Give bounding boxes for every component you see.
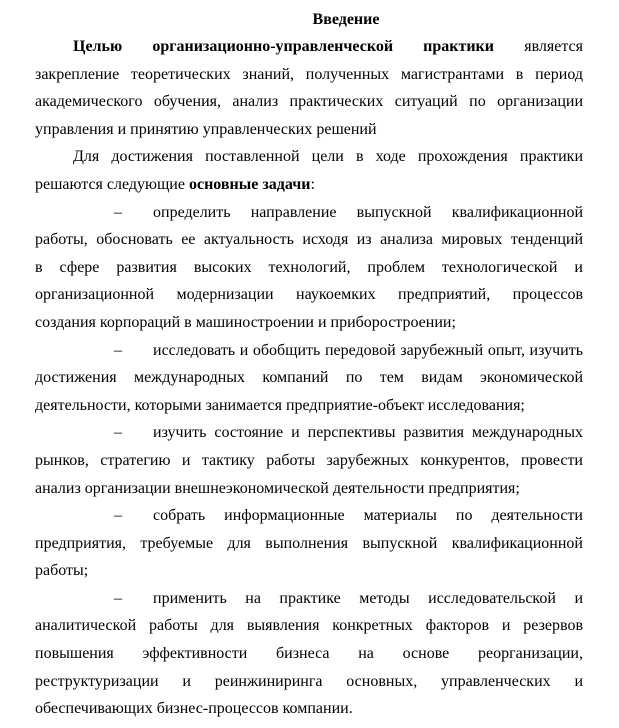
task-line: [35, 337, 583, 365]
task-line-text: изучить состояние и перспективы развития международных: [153, 424, 583, 442]
task-line: рынков, стратегию и тактику работы зарубежных конкурентов, провести: [35, 451, 583, 469]
goal-bold-tail: основные задачи: [188, 175, 311, 193]
task-line: повышения эффективности бизнеса на основе реорганизации,: [35, 645, 583, 663]
goal-line-2: [35, 171, 583, 199]
task-line: аналитической работы для выявления конкретных факторов и резервов: [35, 617, 583, 635]
intro-line-3: академического обучения, анализ практических ситуаций по организации: [35, 93, 583, 111]
task-line: деятельности, которыми занимается предприятие-объект исследования;: [35, 396, 525, 414]
bullet-dash: –: [114, 341, 122, 359]
task-line: в сфере развития высоких технологий, проблем технологической и: [35, 258, 583, 276]
bullet-dash: –: [114, 203, 122, 221]
task-line: анализ организации внешнеэкономической деятельности предприятия;: [35, 479, 520, 497]
goal-paragraph: [35, 143, 583, 198]
task-line-text: определить направление выпускной квалификационной: [153, 203, 583, 221]
task-line-text: собрать информационные материалы по деятельности: [153, 507, 583, 525]
task-list: [35, 199, 583, 723]
intro-paragraph: [35, 33, 583, 143]
task-line: достижения международных компаний по тем видам экономической: [35, 369, 583, 387]
goal-line-1-text: Для достижения поставленной цели в ходе прохождения практики: [73, 148, 583, 166]
task-line: организационной модернизации наукоемких предприятий, процессов: [35, 286, 583, 304]
task-line: обеспечивающих бизнес-процессов компании.: [35, 700, 353, 718]
task-line: реструктуризации и реинжиниринга основных, управленческих и: [35, 672, 583, 690]
list-item: [35, 419, 583, 502]
task-line: работы;: [35, 562, 89, 580]
task-line-text: исследовать и обобщить передовой зарубежный опыт, изучить: [153, 341, 583, 359]
intro-line-4: управления и принятию управленческих решений: [35, 120, 377, 138]
intro-bold-lead: Целью организационно-управленческой практики: [73, 38, 494, 55]
list-item: [35, 585, 583, 723]
task-line: работы, обосновать ее актуальность исходя из анализа мировых тенденций: [35, 231, 583, 249]
goal-colon: :: [310, 175, 315, 193]
list-item: [35, 337, 583, 420]
intro-line-1-tail: является: [524, 38, 583, 55]
bullet-dash: –: [114, 589, 122, 607]
task-line: [35, 502, 583, 530]
page-title: Введение: [312, 11, 380, 28]
task-line: предприятия, требуемые для выполнения выпускной квалификационной: [35, 534, 583, 552]
intro-line-2: закрепление теоретических знаний, полученных магистрантами в период: [35, 65, 583, 83]
task-line: [35, 585, 583, 613]
task-line: [35, 419, 583, 447]
goal-line-1: [35, 143, 583, 171]
intro-line-1: [35, 33, 583, 61]
bullet-dash: –: [114, 507, 122, 525]
list-item: [35, 502, 583, 585]
bullet-dash: –: [114, 424, 122, 442]
task-line-text: применить на практике методы исследовательской и: [153, 589, 583, 607]
goal-line-2-text: решаются следующие: [35, 175, 189, 193]
task-line: [35, 199, 583, 227]
task-line: создания корпораций в машиностроении и приборостроении;: [35, 313, 456, 331]
list-item: [35, 199, 583, 337]
